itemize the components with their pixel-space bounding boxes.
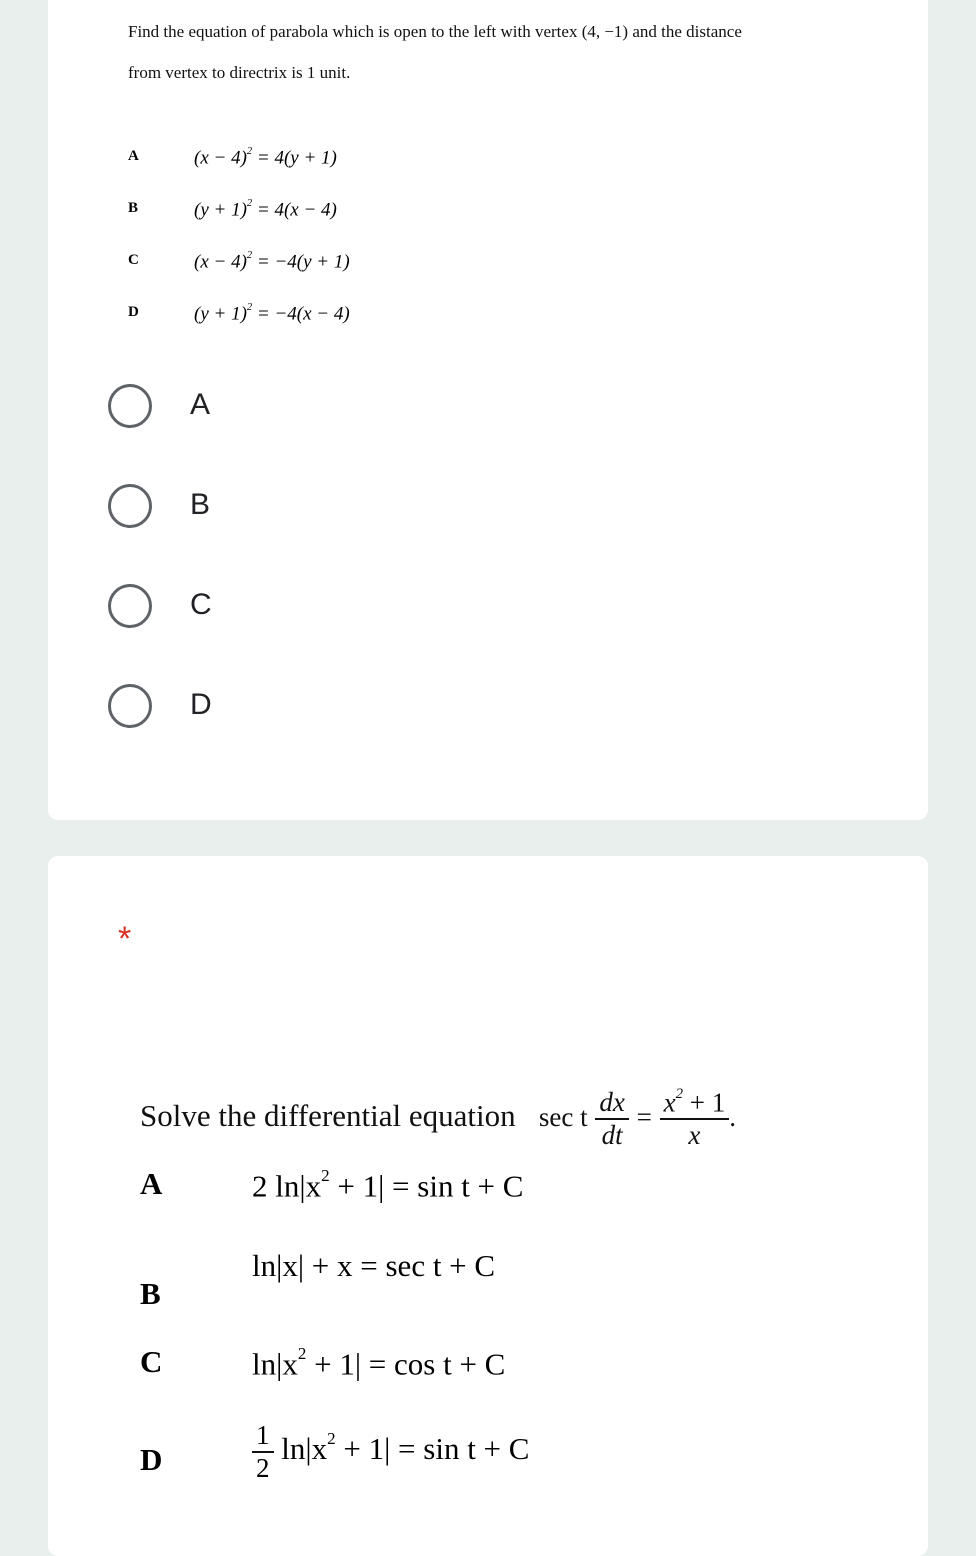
choice-c[interactable] [108, 584, 408, 636]
radio-button-b[interactable] [108, 484, 152, 528]
option-expression: $(y + 1)^2 = 4(x - 4)$ [194, 198, 337, 221]
option-expression: ln|x| + x = sec t + C [252, 1248, 496, 1283]
question-text-line1: Find the equation of parabola which is open to the left with vertex (4, −1) and the distance [128, 22, 742, 41]
question-card-1 [48, 0, 928, 820]
question-2-text: Solve the differential equation sec t $\frac{dx}{dt}$ = $\frac{x^2 + 1}{x}$ . [140, 1086, 736, 1151]
option-expression: $(x - 4)^2 = -4(y + 1)$ [194, 250, 350, 273]
choice-a[interactable] [108, 384, 408, 436]
choice-label-c[interactable]: C [190, 588, 212, 621]
option-expression: 2 $\ln|x^2 + 1| = \sin t + C$ [252, 1166, 524, 1204]
option-letter: A [128, 148, 139, 164]
choice-d[interactable] [108, 684, 408, 736]
option-expression: $\frac{1}{2}$ $\ln|x^2 + 1| = \sin t + C$ [252, 1420, 529, 1484]
option-letter: C [128, 252, 139, 268]
option-letter: D [140, 1442, 163, 1477]
radio-button-a[interactable] [108, 384, 152, 428]
required-marker: * [118, 920, 132, 958]
option-expression: $(y + 1)^2 = -4(x - 4)$ [194, 302, 350, 325]
choice-b[interactable] [108, 484, 408, 536]
option-letter: B [128, 200, 139, 216]
option-expression: $\ln|x^2 + 1| = \cos t + C$ [252, 1344, 506, 1382]
radio-button-d[interactable] [108, 684, 152, 728]
option-letter: D [128, 304, 139, 320]
choice-label-a[interactable]: A [190, 388, 211, 421]
choice-label-d[interactable]: D [190, 688, 212, 721]
radio-button-c[interactable] [108, 584, 152, 628]
option-letter: C [140, 1344, 163, 1379]
question-card-2 [48, 856, 928, 1556]
choice-label-b[interactable]: B [190, 488, 211, 521]
option-expression: $(x - 4)^2 = 4(y + 1)$ [194, 146, 337, 169]
option-letter: B [140, 1276, 161, 1311]
option-letter: A [140, 1166, 163, 1201]
question-text-line2: from vertex to directrix is 1 unit. [128, 63, 351, 82]
